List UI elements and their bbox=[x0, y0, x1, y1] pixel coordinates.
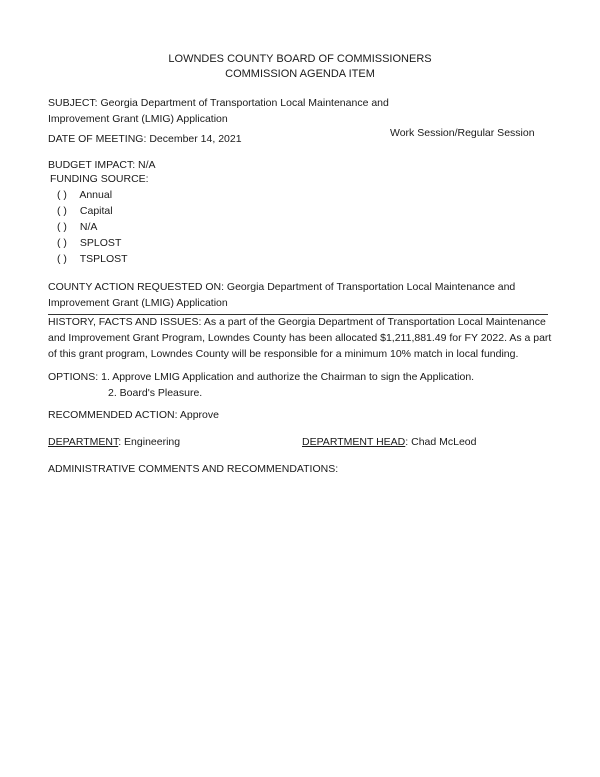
county-action-label: COUNTY ACTION REQUESTED ON: bbox=[48, 281, 224, 293]
county-action-section bbox=[48, 280, 548, 315]
meeting-date-value: December 14, 2021 bbox=[149, 133, 242, 145]
recommended-action-label: RECOMMENDED ACTION: bbox=[48, 409, 178, 421]
option-item-2: 2. Board's Pleasure. bbox=[108, 386, 203, 399]
budget-impact-label: BUDGET IMPACT: bbox=[48, 159, 136, 171]
meeting-date-section bbox=[48, 132, 242, 148]
funding-option-na[interactable] bbox=[57, 220, 128, 236]
department-head-value: : Chad McLeod bbox=[405, 436, 477, 448]
funding-option-label: SPLOST bbox=[79, 237, 122, 249]
funding-checkbox[interactable]: ( ) bbox=[57, 189, 67, 201]
header-board-title: LOWNDES COUNTY BOARD OF COMMISSIONERS bbox=[168, 53, 432, 65]
funding-source-list bbox=[57, 188, 128, 268]
funding-checkbox[interactable]: ( ) bbox=[57, 237, 67, 249]
admin-comments-label: ADMINISTRATIVE COMMENTS AND RECOMMENDATIONS: bbox=[48, 463, 339, 475]
options-label: OPTIONS: bbox=[48, 371, 99, 383]
county-action-text: Georgia Department of Transportation Local Maintenance and Improvement Grant (LMIG) Application bbox=[48, 281, 516, 309]
funding-option-label: Annual bbox=[79, 189, 113, 201]
header-agenda-title: COMMISSION AGENDA ITEM bbox=[225, 68, 375, 80]
department-head-section bbox=[302, 435, 477, 451]
funding-option-label: Capital bbox=[79, 205, 113, 217]
history-section bbox=[48, 315, 553, 362]
department-value: : Engineering bbox=[118, 436, 181, 448]
subject-label: SUBJECT: bbox=[48, 97, 98, 109]
subject-text: Georgia Department of Transportation Local Maintenance and Improvement Grant (LMIG) Application bbox=[48, 97, 389, 125]
funding-option-capital[interactable] bbox=[57, 204, 128, 220]
funding-checkbox[interactable]: ( ) bbox=[57, 253, 67, 265]
history-label: HISTORY, FACTS AND ISSUES: bbox=[48, 316, 202, 328]
funding-source-label: FUNDING SOURCE: bbox=[50, 173, 149, 185]
budget-impact-value: N/A bbox=[138, 159, 156, 171]
department-head-label: DEPARTMENT HEAD bbox=[302, 436, 406, 448]
funding-option-splost[interactable] bbox=[57, 236, 128, 252]
funding-option-tsplost[interactable] bbox=[57, 252, 128, 268]
funding-option-label: N/A bbox=[79, 221, 98, 233]
department-section bbox=[48, 435, 180, 451]
subject-section bbox=[48, 96, 408, 128]
document-header bbox=[0, 52, 600, 82]
funding-checkbox[interactable]: ( ) bbox=[57, 205, 67, 217]
history-text: As a part of the Georgia Department of Transportation Local Maintenance and Improvement Grant Program, Lowndes County has been allocated $1,211,881.49 for FY 2022. As a part of this grant program, Lowndes County will be responsible for a minimum 10% match in local funding. bbox=[48, 316, 552, 360]
recommended-action-value: Approve bbox=[179, 409, 219, 421]
funding-option-annual[interactable] bbox=[57, 188, 128, 204]
options-section bbox=[48, 370, 474, 402]
department-label: DEPARTMENT bbox=[48, 436, 119, 448]
option-item-1: 1. Approve LMIG Application and authorize the Chairman to sign the Application. bbox=[101, 371, 475, 383]
meeting-date-label: DATE OF MEETING: bbox=[48, 133, 147, 145]
session-type: Work Session/Regular Session bbox=[390, 127, 535, 139]
recommended-action-section bbox=[48, 408, 219, 424]
funding-option-label: TSPLOST bbox=[79, 253, 128, 265]
funding-checkbox[interactable]: ( ) bbox=[57, 221, 67, 233]
